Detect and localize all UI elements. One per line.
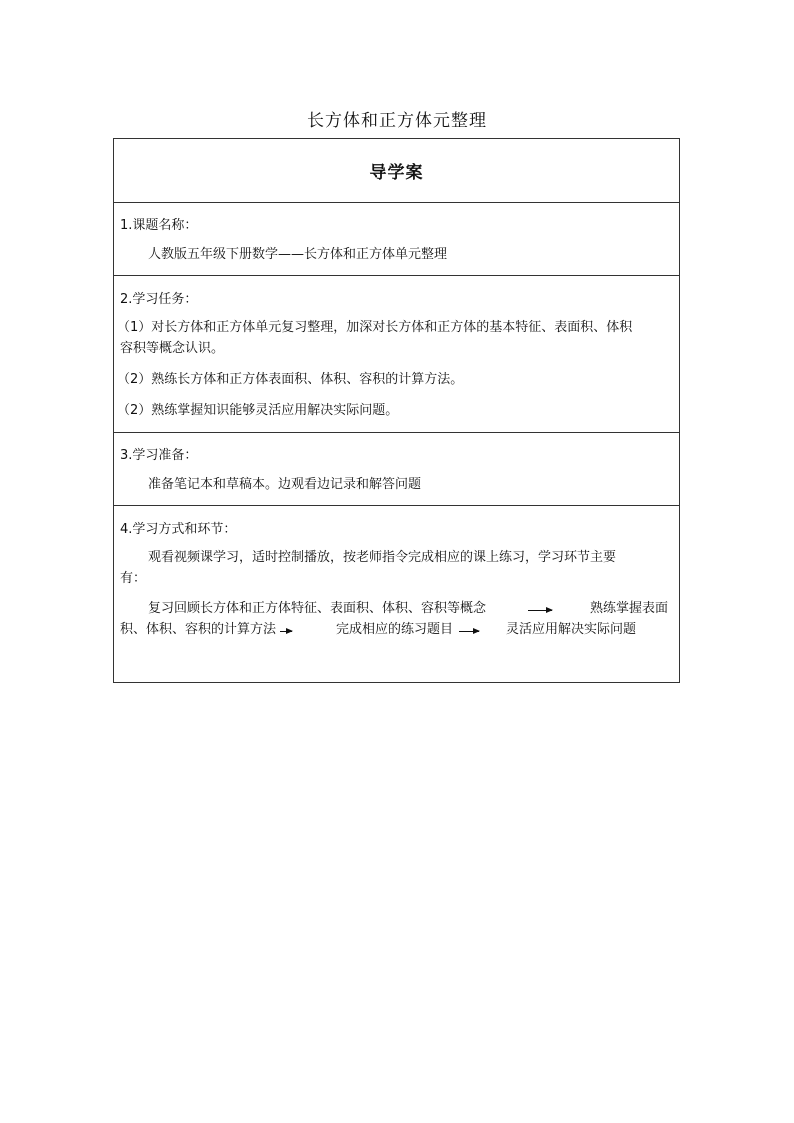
task-item-2: （2）熟练长方体和正方体表面积、体积、容积的计算方法。 (117, 372, 464, 387)
methods-label: 4.学习方式和环节： (120, 522, 237, 537)
methods-paragraph-line-1: 观看视频课学习，适时控制播放，按老师指令完成相应的课上练习，学习环节主要 (148, 550, 617, 565)
table-header-row (114, 139, 679, 202)
task-item-1-line-1: （1）对长方体和正方体单元复习整理，加深对长方体和正方体的基本特征、表面积、体积 (117, 320, 633, 335)
flow-step-4: 灵活应用解决实际问题 (506, 622, 637, 637)
methods-paragraph-line-2: 有： (120, 571, 147, 586)
section-preparation (114, 432, 679, 505)
section-course-name (114, 202, 679, 275)
flow-step-1: 复习回顾长方体和正方体特征、表面积、体积、容积等概念 (148, 601, 487, 616)
course-name-label: 1.课题名称： (120, 218, 198, 233)
flow-arrow-1 (528, 610, 552, 611)
learning-tasks-label: 2.学习任务： (120, 292, 198, 307)
flow-step-2-part-1: 熟练掌握表面 (590, 601, 669, 616)
preparation-content: 准备笔记本和草稿本。边观看边记录和解答问题 (148, 477, 422, 492)
section-methods (114, 505, 679, 682)
flow-step-2-part-2: 积、体积、容积的计算方法 (120, 622, 277, 637)
section-learning-tasks (114, 275, 679, 432)
flow-step-3: 完成相应的练习题目 (336, 622, 454, 637)
flow-arrow-3 (459, 631, 479, 632)
task-item-3: （2）熟练掌握知识能够灵活应用解决实际问题。 (117, 403, 399, 418)
flow-arrow-2 (280, 631, 292, 632)
table-header: 导学案 (369, 163, 424, 183)
study-guide-table (113, 138, 680, 683)
course-name-content: 人教版五年级下册数学——长方体和正方体单元整理 (148, 247, 448, 262)
task-item-1-line-2: 容积等概念认识。 (120, 341, 225, 356)
document-title: 长方体和正方体元整理 (307, 111, 487, 131)
preparation-label: 3.学习准备： (120, 448, 198, 463)
